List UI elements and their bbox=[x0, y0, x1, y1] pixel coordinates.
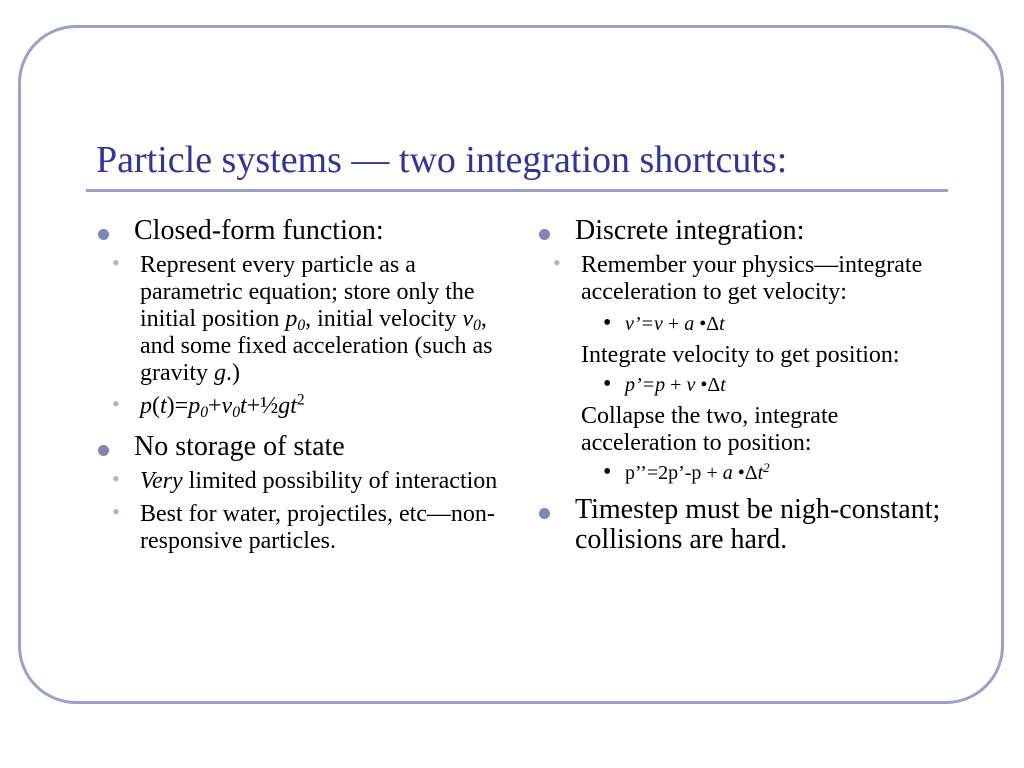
bullet-dot-icon: • bbox=[603, 310, 612, 336]
collapse-text: Collapse the two, integrate acceleration to position: bbox=[581, 403, 839, 456]
sub-bullet-dot-icon: • bbox=[112, 499, 120, 524]
sub-bullet-text: Best for water, projectiles, etc—non-responsive particles. bbox=[140, 501, 495, 554]
bullet-discrete bbox=[537, 216, 947, 246]
bullet-text: No storage of state bbox=[134, 431, 345, 462]
bullet-no-storage bbox=[96, 432, 506, 462]
equation-combined bbox=[537, 461, 947, 485]
equation-velocity bbox=[537, 312, 947, 336]
bullet-dot-icon bbox=[98, 229, 109, 240]
bullet-text: Timestep must be nigh-constant; collisions are hard. bbox=[575, 494, 941, 555]
equation-position bbox=[537, 373, 947, 397]
sub-bullet-dot-icon: • bbox=[112, 466, 120, 491]
sub-bullet-dot-icon: • bbox=[112, 391, 120, 416]
right-column bbox=[537, 216, 947, 561]
equation-text: p’=p + v •Δt bbox=[625, 374, 726, 396]
bullet-text: Closed-form function: bbox=[134, 215, 384, 246]
position-equation: $p(t)=p_0+v_0t+\frac{1}{2}gt^2$ bbox=[140, 391, 305, 421]
title-divider bbox=[86, 189, 948, 192]
slide-title: Particle systems — two integration shortcuts: bbox=[96, 139, 788, 181]
bullet-dot-icon: • bbox=[603, 371, 612, 397]
integrate-velocity-text: Integrate velocity to get position: bbox=[581, 342, 900, 368]
equation-text: p’’=2p’-p + a $•\Delta t^2$ bbox=[625, 459, 770, 484]
bullet-timestep bbox=[537, 495, 947, 555]
sub-bullet-best-for bbox=[96, 501, 506, 555]
sub-bullet-remember bbox=[537, 252, 947, 306]
sub-bullet-equation bbox=[96, 393, 506, 420]
sub-bullet-represent bbox=[96, 252, 506, 387]
sub-bullet-dot-icon: • bbox=[553, 250, 561, 275]
bullet-dot-icon bbox=[539, 508, 550, 519]
bullet-text: Discrete integration: bbox=[575, 215, 805, 246]
equation-text: v’=v + a •Δt bbox=[625, 313, 725, 335]
bullet-dot-icon: • bbox=[603, 459, 612, 485]
sub-bullet-text: Represent every particle as a parametric equation; store only the initial position $p_0$, initial velocity $v_0$, and some fixed acceleration (such as gravity g.) bbox=[140, 252, 493, 386]
bullet-dot-icon bbox=[98, 445, 109, 456]
sub-bullet-text: Very limited possibility of interaction bbox=[140, 468, 498, 494]
sub-bullet-dot-icon: • bbox=[112, 250, 120, 275]
sub-bullet-text: Remember your physics—integrate acceleration to get velocity: bbox=[581, 252, 923, 305]
sub-bullet-limited bbox=[96, 468, 506, 495]
left-column bbox=[96, 216, 506, 561]
bullet-closed-form bbox=[96, 216, 506, 246]
bullet-dot-icon bbox=[539, 229, 550, 240]
